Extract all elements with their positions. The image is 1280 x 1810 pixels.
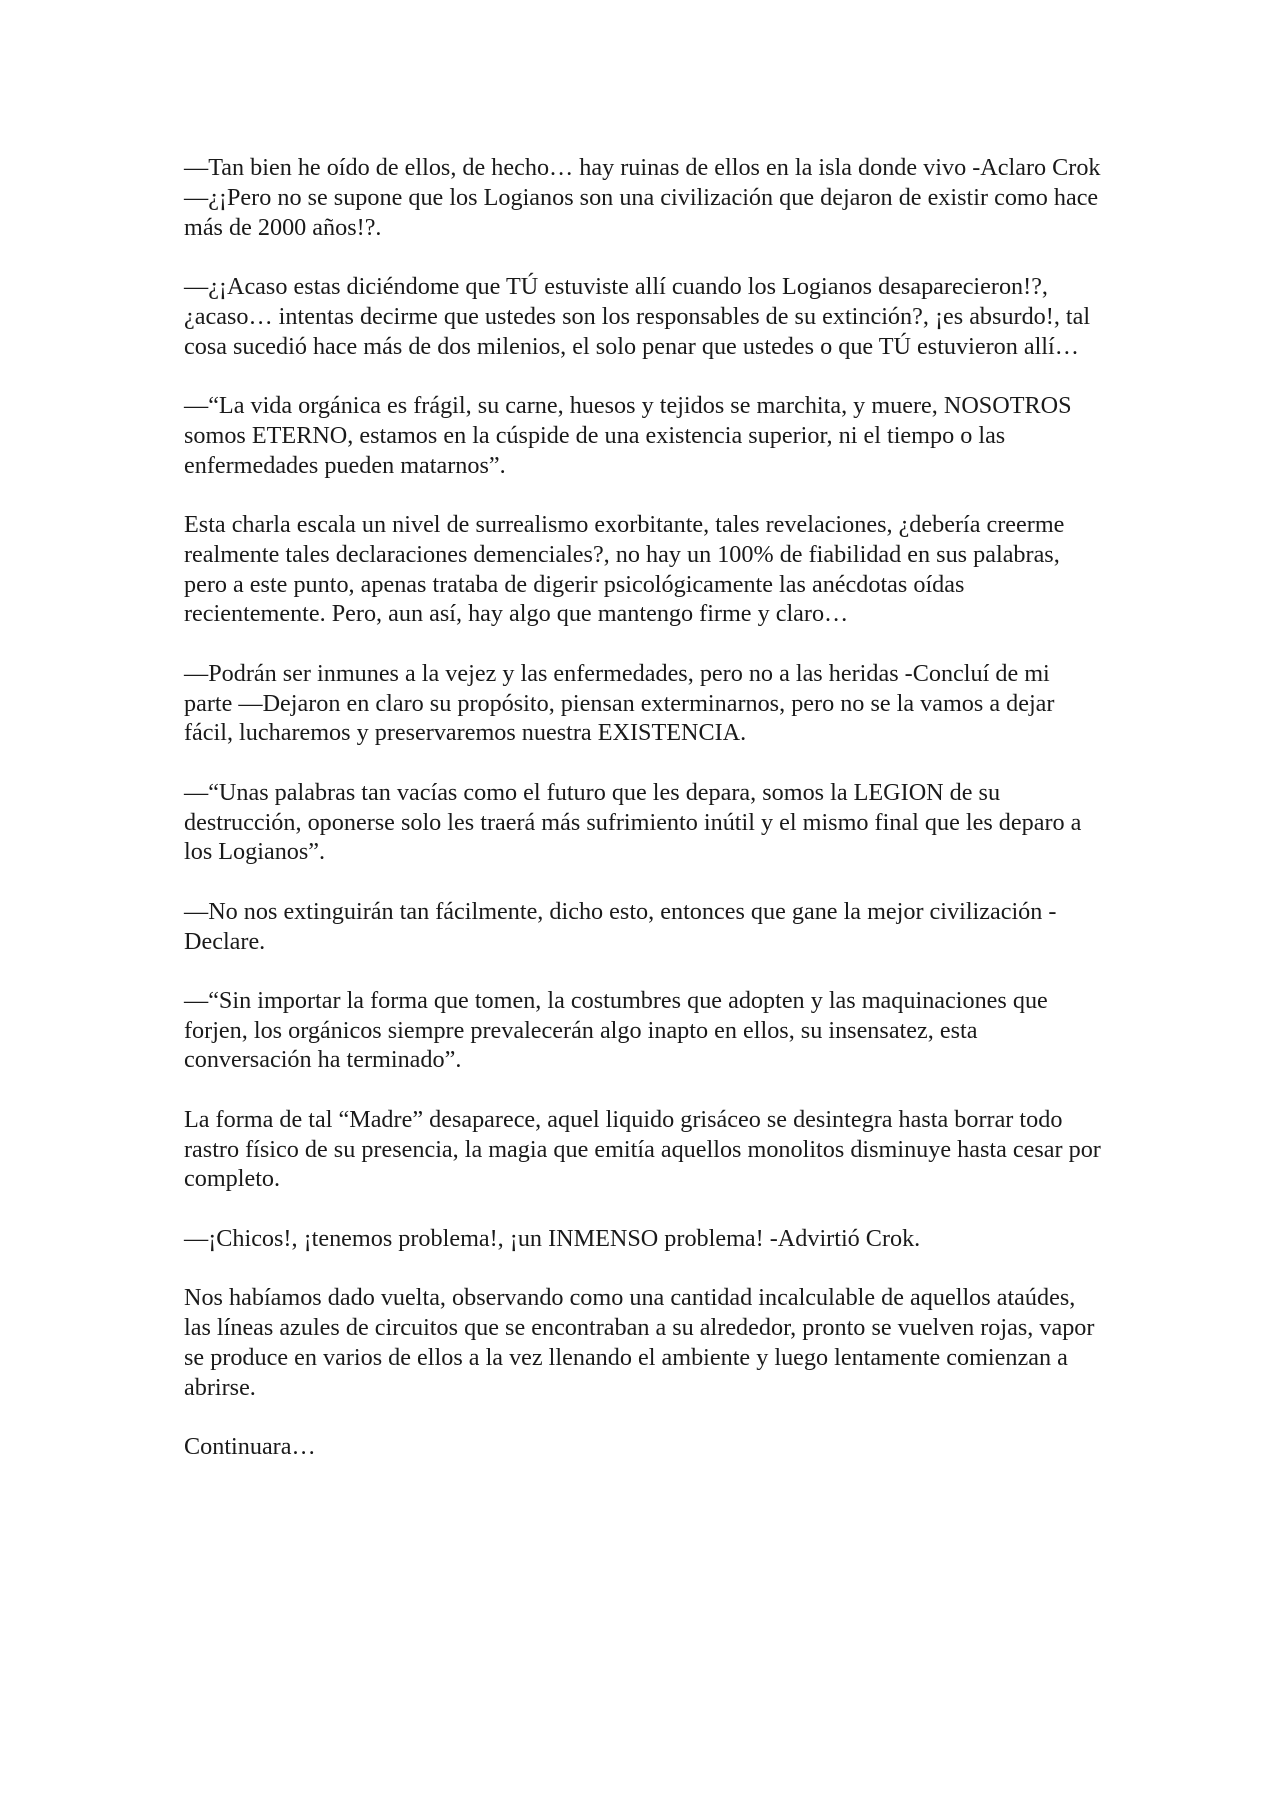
paragraph-7: —No nos extinguirán tan fácilmente, dicho esto, entonces que gane la mejor civilización -Declare. — [184, 897, 1057, 955]
paragraph-11: Nos habíamos dado vuelta, observando como una cantidad incalculable de aquellos ataúdes, las líneas azules de circuitos que se encontraban a su alrededor, pronto se vuelven rojas, vapor se produce en varios de ellos a la vez llenando el ambiente y luego lentamente comienzan a abrirse. — [184, 1284, 1095, 1401]
document-body — [184, 153, 1102, 1491]
paragraph-6: —“Unas palabras tan vacías como el futuro que les depara, somos la LEGION de su destrucción, oponerse solo les traerá más sufrimiento inútil y el mismo final que les deparo a los Logianos”. — [184, 778, 1082, 866]
paragraph-12: Continuara… — [184, 1433, 316, 1461]
paragraph-9: La forma de tal “Madre” desaparece, aquel liquido grisáceo se desintegra hasta borrar todo rastro físico de su presencia, la magia que emitía aquellos monolitos disminuye hasta cesar por completo. — [184, 1105, 1101, 1193]
paragraph-10: —¡Chicos!, ¡tenemos problema!, ¡un INMENSO problema! -Advirtió Crok. — [184, 1224, 921, 1252]
paragraph-2: —¿¡Acaso estas diciéndome que TÚ estuviste allí cuando los Logianos desaparecieron!?, ¿acaso… intentas decirme que ustedes son los responsables de su extinción?, ¡es absurdo!, tal cosa sucedió hace más de dos milenios, el solo penar que ustedes o que TÚ estuvieron allí… — [184, 272, 1091, 360]
paragraph-8: —“Sin importar la forma que tomen, la costumbres que adopten y las maquinaciones que forjen, los orgánicos siempre prevalecerán algo inapto en ellos, su insensatez, esta conversación ha terminado”. — [184, 986, 1048, 1074]
paragraph-5: —Podrán ser inmunes a la vejez y las enfermedades, pero no a las heridas -Concluí de mi parte —Dejaron en claro su propósito, piensan exterminarnos, pero no se la vamos a dejar fácil, lucharemos y preservaremos nuestra EXISTENCIA. — [184, 659, 1055, 747]
paragraph-3: —“La vida orgánica es frágil, su carne, huesos y tejidos se marchita, y muere, NOSOTROS somos ETERNO, estamos en la cúspide de una existencia superior, ni el tiempo o las enfermedades pueden matarnos”. — [184, 391, 1072, 479]
paragraph-4: Esta charla escala un nivel de surrealismo exorbitante, tales revelaciones, ¿debería creerme realmente tales declaraciones demenciales?, no hay un 100% de fiabilidad en sus palabras, pero a este punto, apenas trataba de digerir psicológicamente las anécdotas oídas recientemente. Pero, aun así, hay algo que mantengo firme y claro… — [184, 510, 1065, 628]
paragraph-1: —Tan bien he oído de ellos, de hecho… hay ruinas de ellos en la isla donde vivo -Aclaro Crok —¿¡Pero no se supone que los Logianos son una civilización que dejaron de existir como hace más de 2000 años!?. — [184, 154, 1101, 241]
